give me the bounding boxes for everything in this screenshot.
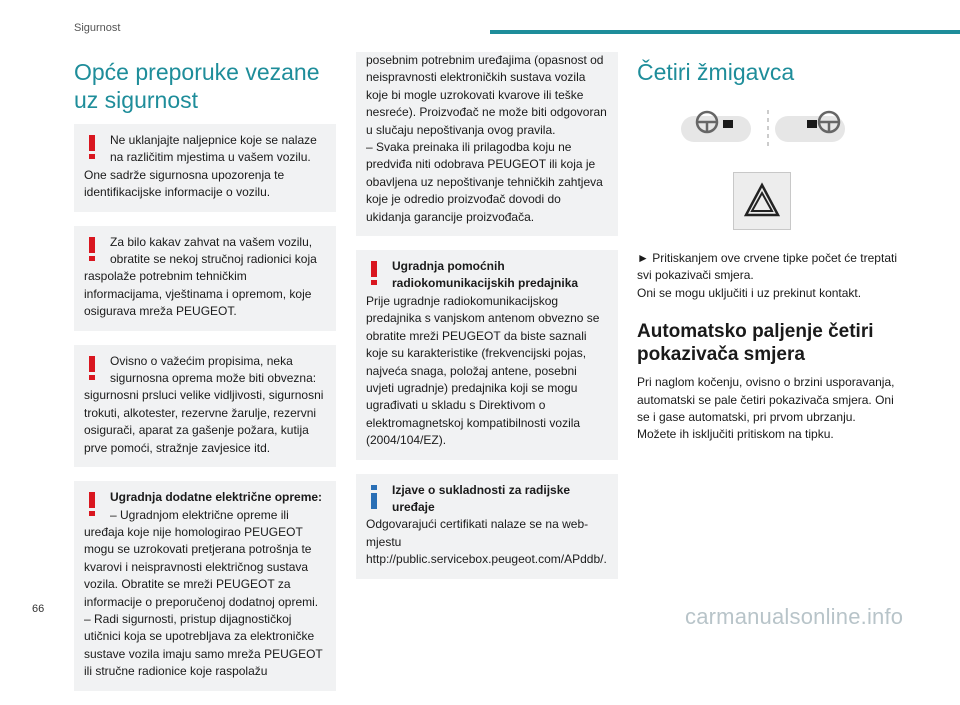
hazard-location-figure <box>637 98 899 150</box>
header-accent-bar <box>490 30 960 34</box>
steering-wheel-icon <box>819 112 839 132</box>
info-heading: Izjave o sukladnosti za radijske uređaje <box>392 482 571 514</box>
warning-heading: Ugradnja dodatne električne opreme: <box>110 490 323 505</box>
warning-mark-icon <box>367 259 381 287</box>
warning-mark-icon <box>85 354 99 382</box>
auto-hazard-text-2: Možete ih isključiti pritiskom na tipku. <box>637 427 834 442</box>
warning-mark-icon <box>85 490 99 518</box>
warning-box-radio <box>356 250 618 459</box>
warning-box-equipment <box>74 345 336 467</box>
hazard-button <box>733 172 791 230</box>
warning-text-rest2: – Radi sigurnosti, pristup dijagnostičkoj utičnici koja se upotrebljava za elektroničke sustave vozila imaju samo mreža PEUGEOT ili stručne radionice koje raspolažu <box>84 611 323 679</box>
warning-text-rest: One sadrže sigurnosna upozorenja te identifikacijske informacije o vozilu. <box>84 167 285 200</box>
info-mark-icon <box>367 483 381 511</box>
hazard-instruction: ► Pritiskanjem ove crvene tipke počet će treptati svi pokazivači smjera. <box>637 251 897 283</box>
warning-text-rest: uređaja koje nije homologirao PEUGEOT mogu se uzrokovati pretjerana potrošnja te kvarovi i neispravnosti električnog sustava vozila. Obratite se mreži PEUGEOT za informacije o preporučenoj dodatnoj opremi. <box>84 524 319 609</box>
warning-text-first: – Ugradnjom električne opreme ili <box>110 507 289 522</box>
radio-heading: Ugradnja pomoćnih radiokomunikacijskih predajnika <box>392 259 579 291</box>
warning-text-first: Ne uklanjajte naljepnice koje se nalaze na različitim mjestima u vašem vozilu. <box>110 133 317 165</box>
warning-box-electrical <box>74 481 336 690</box>
auto-hazard-text: Pri naglom kočenju, ovisno o brzini usporavanja, automatski se pale četiri pokazivača smjera. Oni se i gase automatski, pri prvom ubrzanju. <box>637 375 895 425</box>
column-1 <box>74 52 336 705</box>
continuation-text-2: – Svaka preinaka ili prilagodba koju ne predviđa niti odobrava PEUGEOT ili koja je obavljena uz nepoštivanje tehničkih zahtjeva koje je odredio proizvođač dovodi do ukidanja garancije proizvođača. <box>366 140 603 224</box>
page-number: 66 <box>32 603 45 615</box>
hazard-triangle-icon <box>734 173 790 229</box>
warning-box-continuation <box>356 52 618 236</box>
column-2 <box>356 52 618 593</box>
warning-text-first: Ovisno o važećim propisima, neka sigurnosna oprema može biti obvezna: <box>110 353 317 386</box>
subsection-title-auto-hazard: Automatsko paljenje četiri pokazivača smjera <box>637 321 874 366</box>
section-title-hazard: Četiri žmigavca <box>637 59 795 85</box>
continuation-text: posebnim potrebnim uređajima (opasnost od neispravnosti elektroničkih sustava vozila koje bi mogle uzrokovati kvarove ili teške nesreće). Proizvođač ne može biti odgovoran u slučaju nepoštivanja ovog pravila. <box>366 53 607 137</box>
radio-text: Prije ugradnje radiokomunikacijskog predajnika s vanjskom antenom obvezno se obratite mreži PEUGEOT da biste saznali koje su karakteristike (frekvencijski pojas, najveća snaga, položaj antene, posebni uvjeti ugradnje) predajnika koji se mogu ugrađivati u skladu s Direktivom o elektromagnetskoj kompatibilnosti vozila (2004/104/EZ). <box>366 293 600 448</box>
watermark: carmanualsonline.info <box>685 604 904 629</box>
warning-box-labels <box>74 124 336 212</box>
warning-mark-icon <box>85 235 99 263</box>
hazard-instruction-2: Oni se mogu uključiti i uz prekinut kontakt. <box>637 285 862 300</box>
column-3 <box>637 52 899 444</box>
dashboard-buttons-illustration <box>637 98 899 150</box>
section-title-general-safety: Opće preporuke vezane uz sigurnost <box>74 59 320 113</box>
warning-text-rest: raspolaže potrebnim tehničkim informacijama, vještinama i opremom, koje osigurava mreža PEUGEOT. <box>84 269 312 319</box>
warning-box-service <box>74 226 336 331</box>
warning-text-rest: sigurnosni prsluci velike vidljivosti, sigurnosni trokuti, alkotester, rezervne žarulje, rezervni osigurači, aparat za gašenje požara, kutija prve pomoći, stražnje zavjesice itd. <box>84 388 324 455</box>
warning-mark-icon <box>85 133 99 161</box>
steering-wheel-icon <box>697 112 717 132</box>
info-text: Odgovarajući certifikati nalaze se na web-mjestu http://public.servicebox.peugeot.com/APddb/. <box>366 517 607 567</box>
warning-text-first: Za bilo kakav zahvat na vašem vozilu, obratite se nekoj stručnoj radionici koja <box>110 234 317 267</box>
header-section-label: Sigurnost <box>74 22 121 34</box>
info-box-conformity <box>356 474 618 579</box>
